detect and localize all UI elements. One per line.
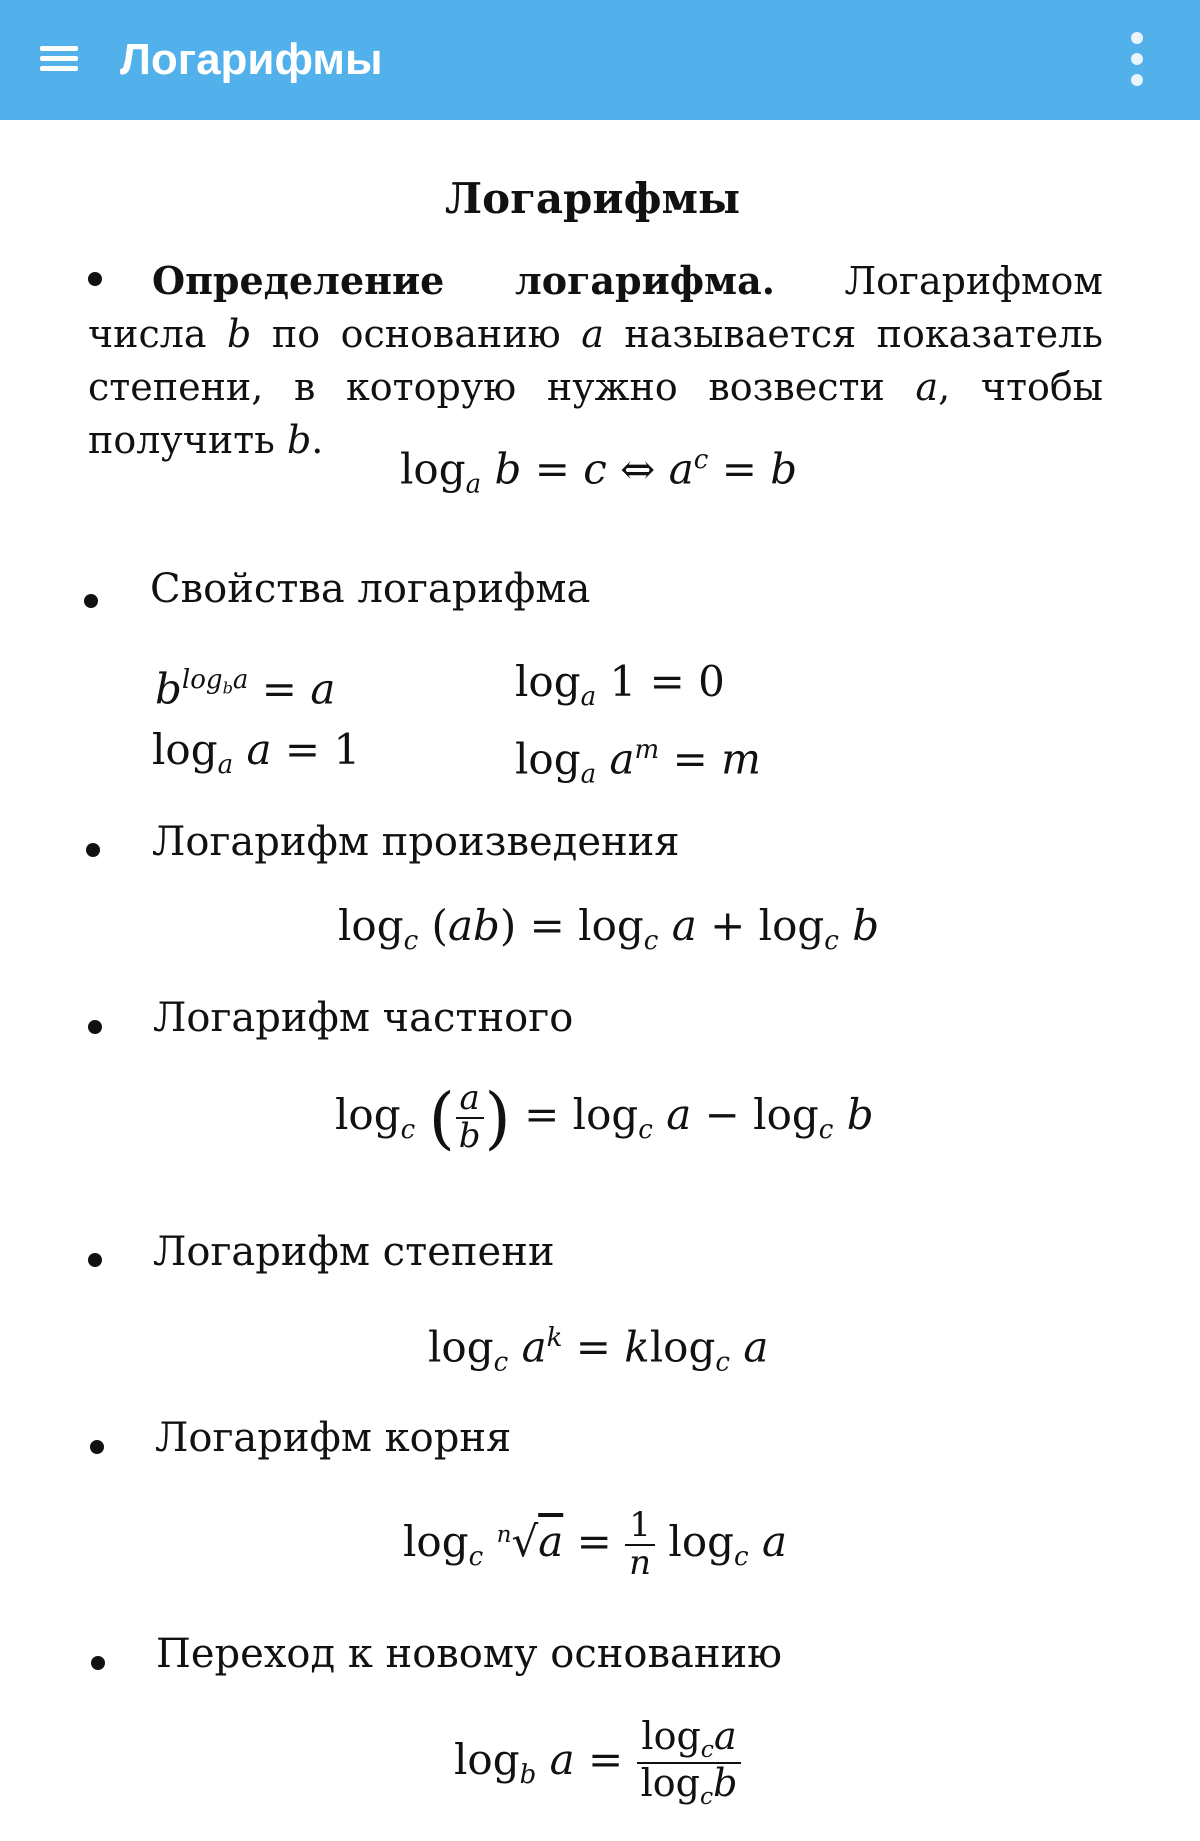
definition-formula: $\log_a b = c$ ⇔ $a^c = b$	[400, 444, 798, 500]
app-title: Логарифмы	[120, 35, 383, 84]
var-a: a	[915, 365, 939, 409]
var-b: b	[227, 312, 252, 356]
var-a: a	[581, 312, 604, 356]
definition-part: .	[311, 418, 324, 462]
more-vertical-icon[interactable]	[1122, 32, 1152, 88]
definition-part: , чтобы получить	[88, 365, 1103, 462]
page-heading: Логарифмы	[444, 174, 741, 223]
section-title-properties: Свойства логарифма	[150, 566, 591, 612]
formula-product: $\log_c (ab) = \log_c a + \log_c b$	[338, 901, 880, 957]
article-content	[0, 120, 1200, 1841]
section-title-power: Логарифм степени	[153, 1229, 555, 1275]
var-b: b	[286, 418, 312, 462]
definition-part: называется показатель степени, в которую нужно возвести	[88, 312, 1103, 409]
formula-quotient: $\log_c$ ( $\frac{a}{b}$ ) = $\log_c a - \log_c b$	[335, 1078, 874, 1157]
formula-property-3: $\log_a a = 1$	[152, 725, 361, 781]
hamburger-menu-icon[interactable]	[40, 42, 78, 76]
definition-part: по основанию	[251, 312, 582, 356]
app-bar	[0, 0, 1200, 120]
section-title-root: Логарифм корня	[155, 1415, 512, 1461]
section-title-base-change: Переход к новому основанию	[156, 1631, 782, 1677]
formula-power: $\log_c a^k = klog_c$ a	[428, 1322, 769, 1378]
bullet-dot	[86, 843, 100, 857]
definition-part: Логарифмом числа	[88, 259, 1103, 356]
bullet-dot	[88, 1020, 102, 1034]
bullet-dot	[90, 1440, 104, 1454]
bullet-dot	[84, 594, 98, 608]
bullet-dot	[88, 1253, 102, 1267]
formula-property-1: $b^{log_ba} = a$	[155, 664, 336, 714]
formula-root: $\log_c ^n√a$ = $\frac{1}{n}$ $\log_c a$	[403, 1505, 788, 1583]
formula-property-2: $\log_a 1 = 0$	[515, 657, 725, 713]
formula-base-change: $\log_b a$ = $\frac{\log_ca}{\log_cb}$	[454, 1710, 741, 1825]
section-title-quotient: Логарифм частного	[153, 995, 574, 1041]
definition-lead: Определение логарифма.	[152, 258, 775, 303]
section-title-product: Логарифм произведения	[152, 819, 680, 865]
formula-property-4: $\log_a a^m = m$	[515, 734, 761, 790]
bullet-dot	[91, 1656, 105, 1670]
